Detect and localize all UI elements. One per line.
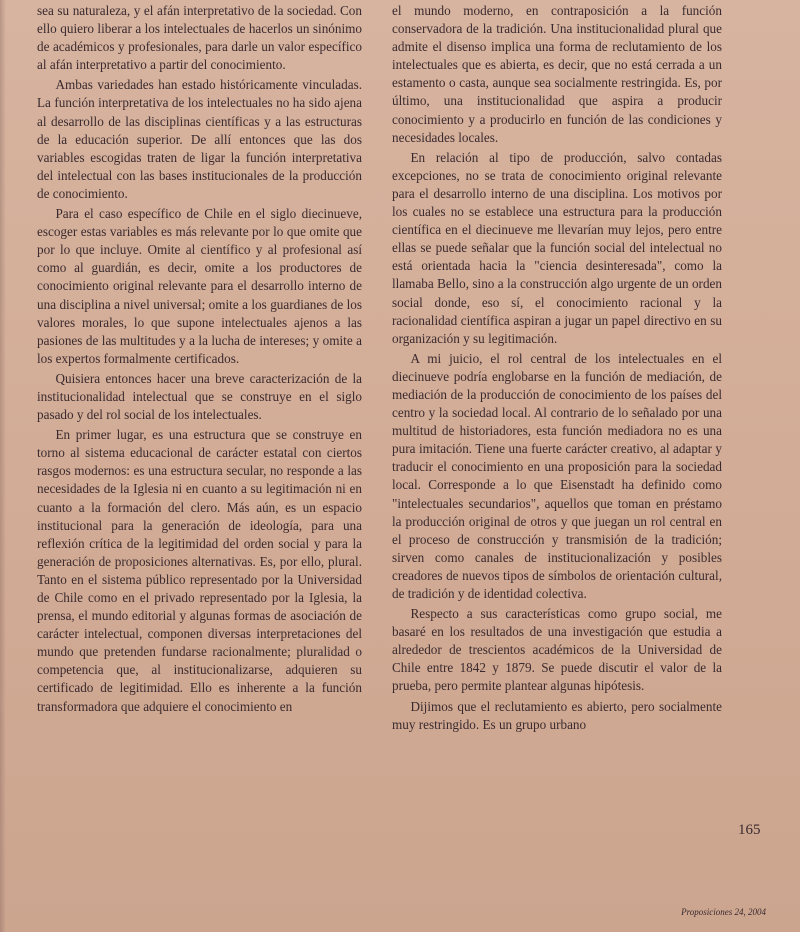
paragraph: Quisiera entonces hacer una breve caracterización de la institucionalidad intelectual que se construye en el siglo pasado y del rol social de los intelectuales. — [37, 370, 362, 423]
paragraph: Para el caso específico de Chile en el siglo diecinueve, escoger estas variables es más relevante por lo que omite que por lo que incluye. Omite al científico y al profesional así como al guardián, es decir, omite a los productores de conocimiento original relevante para el desarrollo interno de una disciplina a nivel universal; omite a los guardianes de los valores morales, lo que supone intelectuales ajenos a las pasiones de las multitudes y a la lucha de intereses; y omite a los expertos formalmente certificados. — [37, 206, 362, 366]
paragraph: Dijimos que el reclutamiento es abierto, pero socialmente muy restringido. Es un grupo urbano — [392, 698, 722, 732]
paragraph: Respecto a sus características como grupo social, me basaré en los resultados de una investigación que estudia a alrededor de trescientos académicos de la Universidad de Chile entre 1842 y 1879. Se puede discutir el valor de la prueba, pero permite plantear algunas hipótesis. — [392, 606, 722, 694]
paragraph: En primer lugar, es una estructura que se construye en torno al sistema educacional de carácter estatal con ciertos rasgos modernos: es una estructura secular, no responde a las necesidades de la Iglesia ni en cuanto a su legitimación ni en cuanto a la formación del clero. Más aún, es un espacio institucional para la generación de ideología, para una reflexión crítica de la legitimidad del orden social y para la generación de proposiciones alternativas. Es, por ello, plural. Tanto en el sistema público representado por la Universidad de Chile como en el privado representado por la Iglesia, la prensa, el mundo editorial y algunas formas de asociación de carácter intelectual, componen diversas interpretaciones del mundo que pretenden fundarse racionalmente; pluralidad o competencia que, al institucionalizarse, adquieren su certificado de legitimidad. Ello es inherente a la función transformadora que adquiere el conocimiento en — [37, 427, 362, 714]
paragraph: En relación al tipo de producción, salvo contadas excepciones, no se trata de conocimiento original relevante para el desarrollo interno de una disciplina. Los motivos por los cuales no se establece una estructura para la producción científica en el diecinueve me llevarían muy lejos, pero entre ellas se puede señalar que la función social del intelectual no está orientada hacia la "ciencia desinteresada", como la llamaba Bello, sino a la construcción algo urgente de un orden social donde, eso sí, el conocimiento racional y la racionalidad científica aspiran a jugar un papel directivo en su organización y su legitimación. — [392, 149, 722, 346]
footer-citation: Proposiciones 24, 2004 — [681, 907, 766, 917]
left-text-column — [37, 2, 362, 716]
paragraph: Ambas variedades han estado históricamente vinculadas. La función interpretativa de los intelectuales no ha sido ajena al desarrollo de las disciplinas científicas y a las estructuras de la educación superior. De allí entonces que las dos variables escogidas traten de ligar la función interpretativa del intelectual con las bases institucionales de la producción de conocimiento. — [37, 77, 362, 201]
right-text-column — [392, 2, 722, 734]
paragraph: el mundo moderno, en contraposición a la función conservadora de la tradición. Una institucionalidad plural que admite el disenso implica una forma de reclutamiento de los intelectuales que es abierta, es decir, que no está cerrada a un estamento o casta, aunque sea socialmente restringida. Es, por último, una institucionalidad que aspira a producir conocimiento y a producirlo en función de las condiciones y necesidades locales. — [392, 3, 722, 145]
paragraph: A mi juicio, el rol central de los intelectuales en el diecinueve podría englobarse en la función de mediación, de mediación de la producción de conocimiento de los países del centro y la sociedad local. Al contrario de lo señalado por una multitud de historiadores, esta función mediadora no es una pura imitación. Tiene una fuerte carácter creativo, al adaptar y traducir el conocimiento en una proposición para la sociedad local. Corresponde a lo que Eisenstadt ha definido como "intelectuales secundarios", aquellos que toman en préstamo la producción original de otros y que juegan un rol central en el proceso de construcción y transmisión de la tradición; sirven como canales de institucionalización y posibles creadores de nuevos tipos de símbolos de orientación cultural, de tradición y de identidad colectiva. — [392, 350, 722, 601]
paragraph: sea su naturaleza, y el afán interpretativo de la sociedad. Con ello quiero liberar a los intelectuales de hacerlos un sinónimo de académicos y profesionales, para darle un valor específico al afán interpretativo a partir del conocimiento. — [37, 3, 362, 73]
page-number: 165 — [738, 822, 761, 838]
page-fold-shadow — [0, 0, 6, 932]
